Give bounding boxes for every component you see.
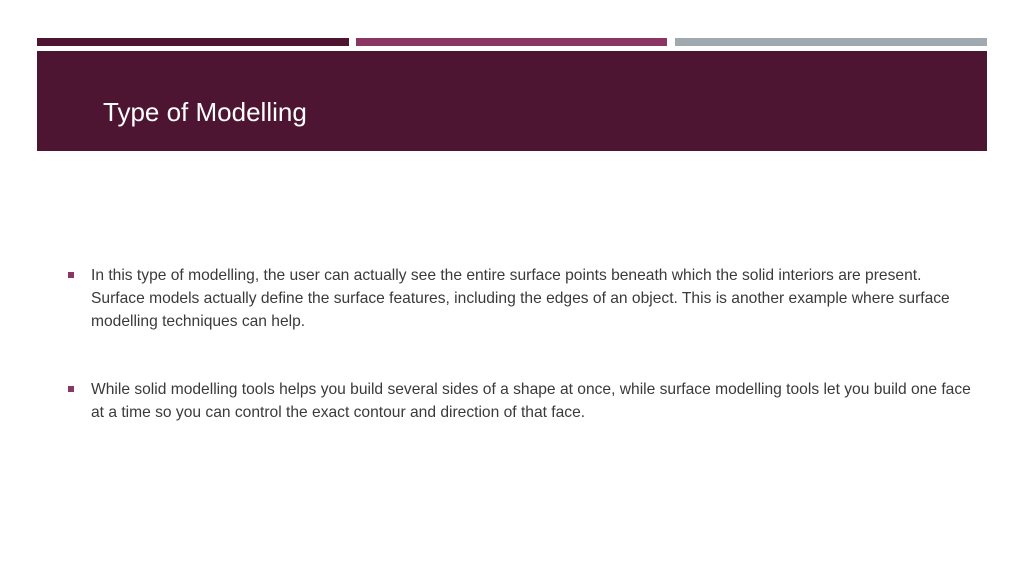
bullet-list — [66, 264, 976, 424]
bullet-item — [66, 378, 976, 424]
accent-bar-plum — [356, 38, 667, 46]
title-band — [37, 51, 987, 151]
square-bullet-icon — [68, 272, 74, 278]
square-bullet-icon — [68, 386, 74, 392]
bullet-text: In this type of modelling, the user can actually see the entire surface points beneath which the solid interiors are present. Surface models actually define the surface features, including the edges of an object. This is another example where surface modelling techniques can help. — [91, 267, 950, 330]
slide-title: Type of Modelling — [103, 97, 307, 127]
bullet-text: While solid modelling tools helps you build several sides of a shape at once, while surface modelling tools let you build one face at a time so you can control the exact contour and direction of that face. — [91, 381, 971, 421]
bullet-item — [66, 264, 976, 333]
accent-bar-grey — [675, 38, 987, 46]
accent-bar-dark — [37, 38, 349, 46]
